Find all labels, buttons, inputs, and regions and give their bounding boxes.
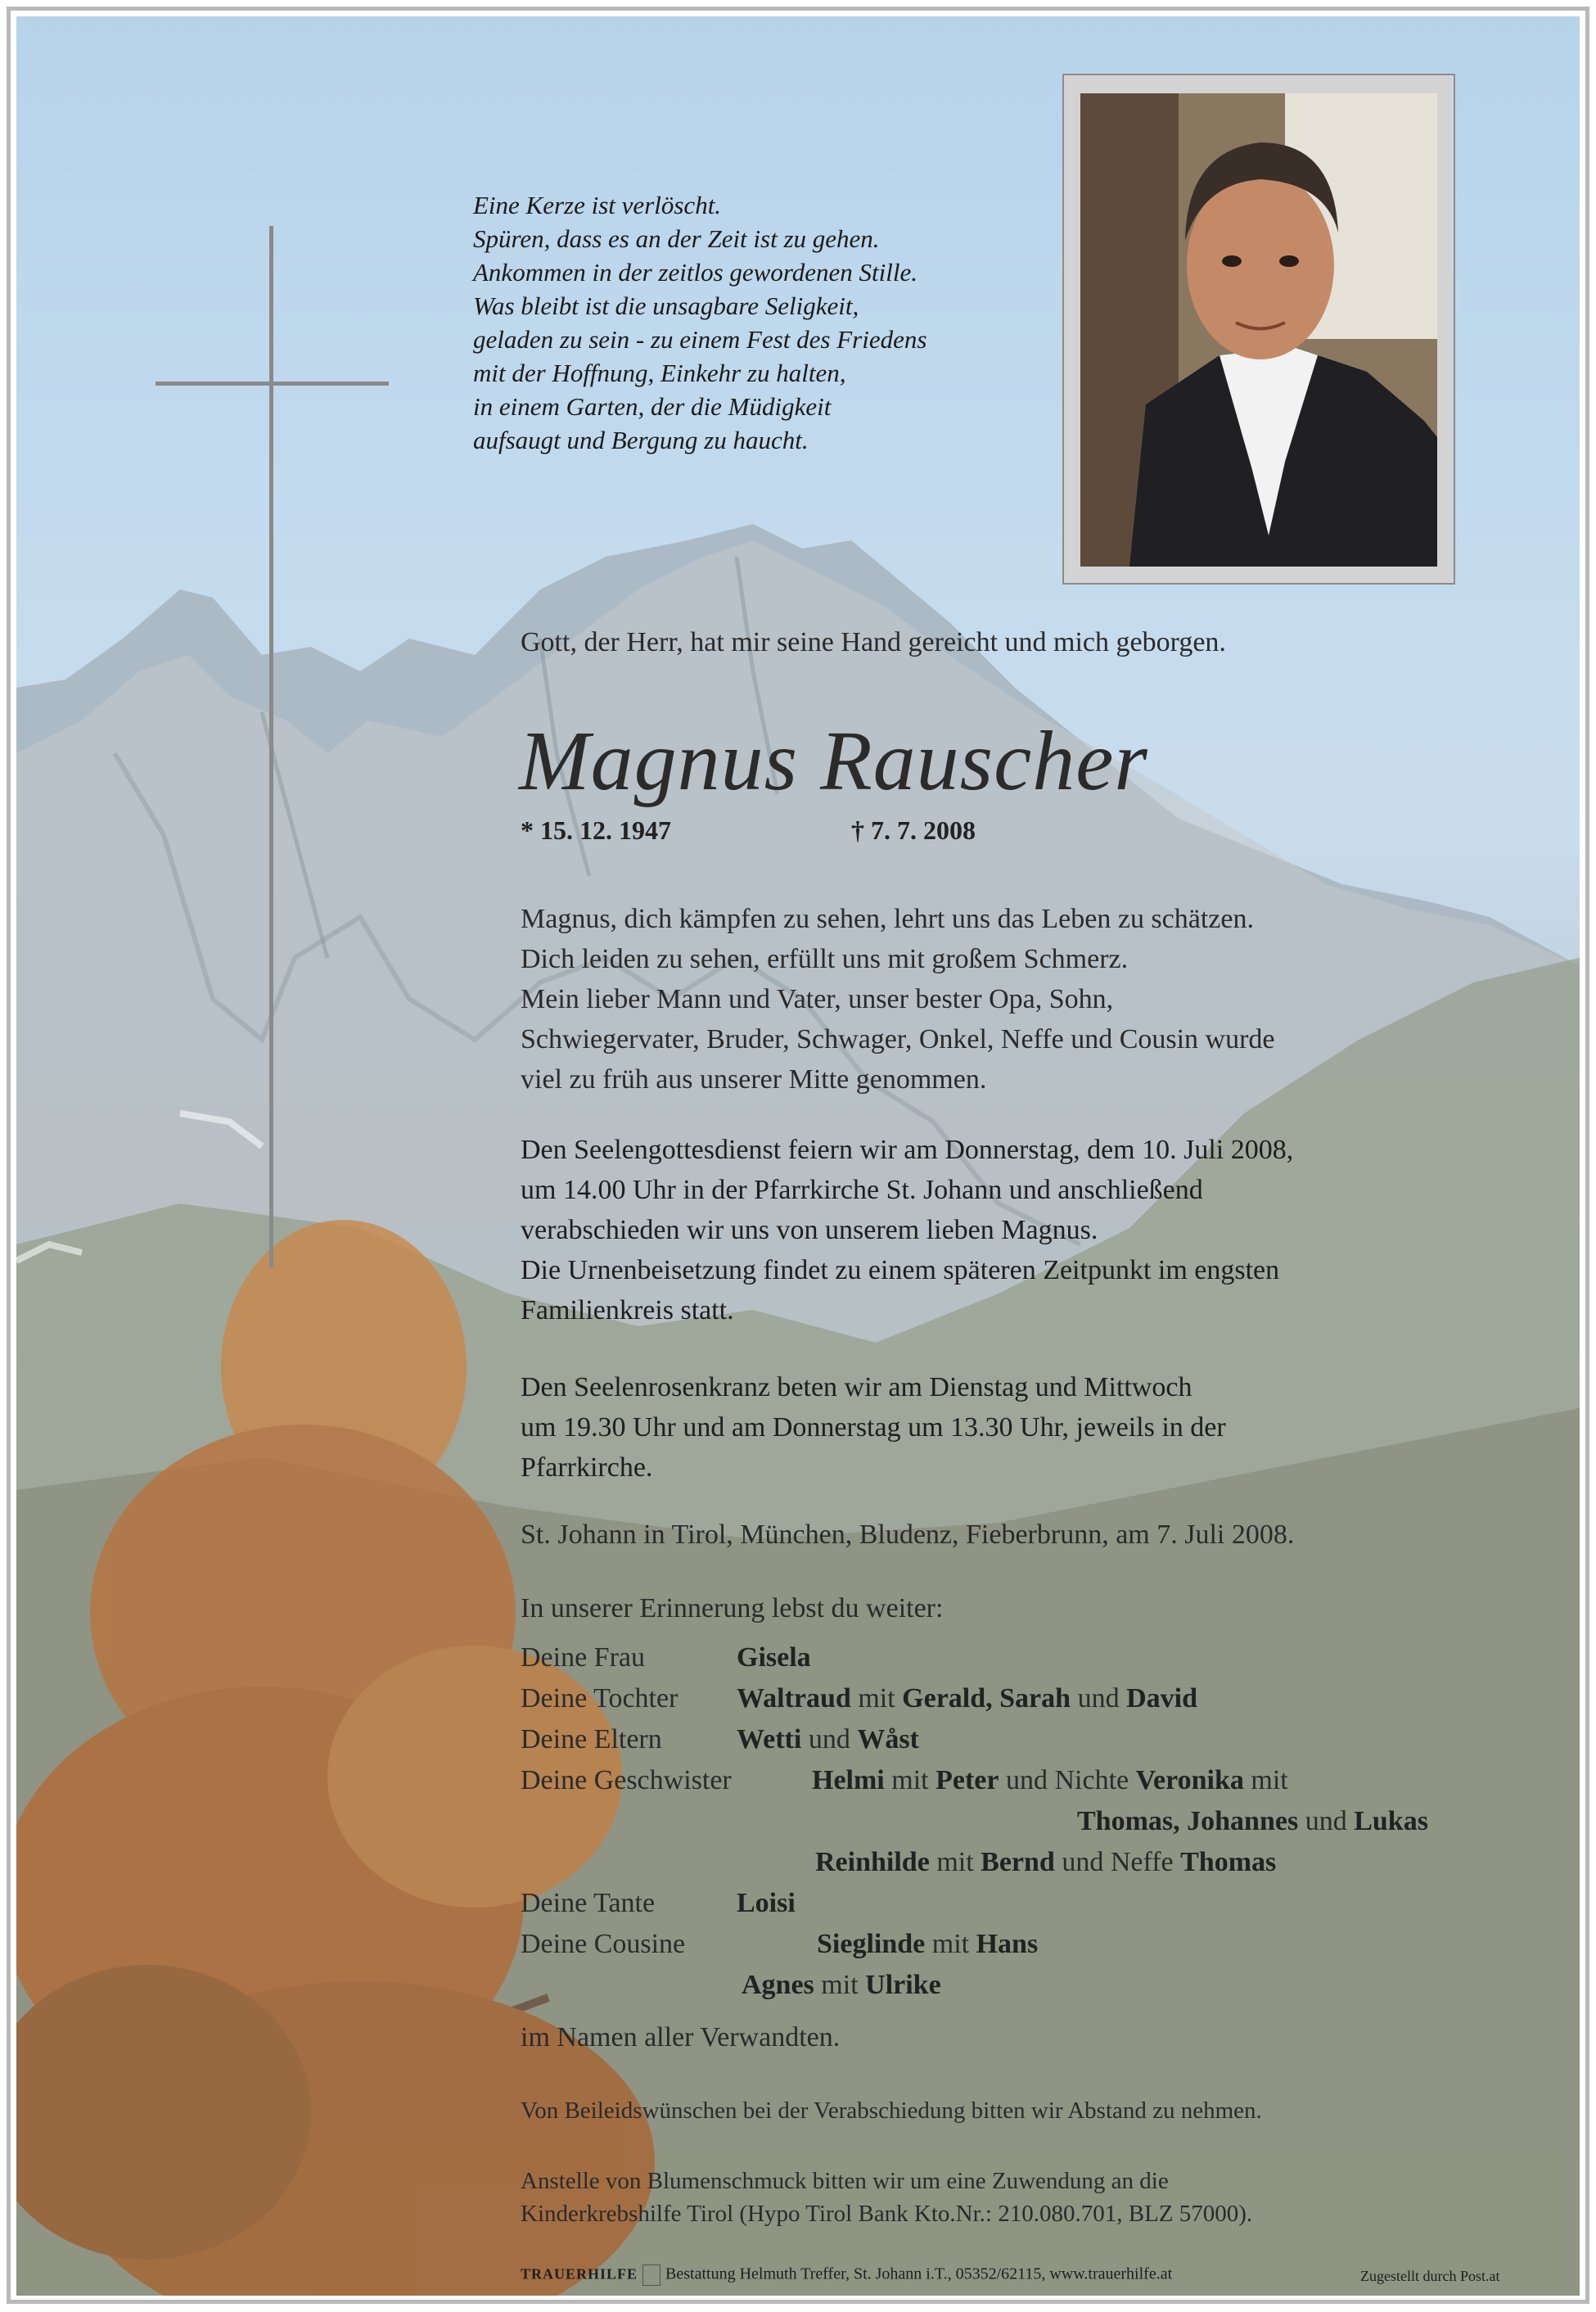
family-wife-name <box>737 1642 811 1673</box>
family-connector: mit <box>936 1847 974 1877</box>
birth-date: * 15. 12. 1947 <box>521 815 671 845</box>
family-connector: mit <box>931 1929 970 1959</box>
place-and-date: St. Johann in Tirol, München, Bludenz, Fieberbrunn, am 7. Juli 2008. <box>521 1520 1295 1550</box>
paragraph-line: Dich leiden zu sehen, erfüllt uns mit großem Schmerz. <box>521 944 1129 974</box>
family-name: Lukas <box>1354 1806 1428 1836</box>
paragraph-line: viel zu früh aus unserer Mitte genommen. <box>521 1064 987 1095</box>
footer-undertaker-text: Bestattung Helmuth Treffer, St. Johann i.T., 05352/62115, www.trauerhilfe.at <box>665 2265 1173 2283</box>
poem-line: Ankommen in der zeitlos gewordenen Stille. <box>473 258 917 287</box>
family-siblings-role: Deine Geschwister <box>521 1765 732 1795</box>
poem-line: aufsaugt und Bergung zu haucht. <box>473 426 809 454</box>
paragraph-line: Die Urnenbeisetzung findet zu einem späteren Zeitpunkt im engsten <box>521 1255 1280 1285</box>
family-parents-role: Deine Eltern <box>521 1724 662 1754</box>
tribute-paragraph <box>521 899 1275 1100</box>
family-connector: und Nichte <box>1005 1765 1129 1795</box>
paragraph-line: verabschieden wir uns von unserem lieben Magnus. <box>521 1215 1098 1245</box>
family-siblings-line-1 <box>812 1765 1288 1796</box>
family-connector: mit <box>858 1683 895 1714</box>
family-aunt-role: Deine Tante <box>521 1888 656 1918</box>
paragraph-line: Den Seelenrosenkranz beten wir am Dienstag und Mittwoch <box>521 1372 1192 1402</box>
family-siblings-line-2 <box>1077 1806 1428 1837</box>
family-connector: und <box>1077 1683 1120 1714</box>
family-cousin-role: Deine Cousine <box>521 1929 686 1959</box>
family-name: Wåst <box>857 1724 919 1754</box>
paragraph-line: Pfarrkirche. <box>521 1452 653 1483</box>
family-name: Wetti <box>737 1724 802 1754</box>
paragraph-line: um 19.30 Uhr und am Donnerstag um 13.30 Uhr, jeweils in der <box>521 1412 1226 1443</box>
family-daughter-role: Deine Tochter <box>521 1683 679 1714</box>
family-name: Waltraud <box>737 1683 851 1714</box>
family-name: Hans <box>976 1929 1039 1959</box>
donation-line: Kinderkrebshilfe Tirol (Hypo Tirol Bank Kto.Nr.: 210.080.701, BLZ 57000). <box>521 2201 1253 2227</box>
donation-line: Anstelle von Blumenschmuck bitten wir um eine Zuwendung an die <box>521 2168 1169 2194</box>
family-name: Helmi <box>812 1765 885 1795</box>
footer-brand: TRAUERHILFE <box>521 2265 638 2283</box>
family-connector: mit <box>821 1970 859 2000</box>
family-daughter-line <box>737 1683 1197 1714</box>
family-name: Gisela <box>737 1642 811 1673</box>
family-name: Bernd <box>981 1847 1055 1877</box>
footer-undertaker <box>521 2265 1172 2286</box>
paragraph-line: Schwiegervater, Bruder, Schwager, Onkel, Neffe und Cousin wurde <box>521 1024 1275 1054</box>
poem-line: Eine Kerze ist verlöscht. <box>473 191 722 219</box>
family-name: Thomas <box>1180 1847 1277 1877</box>
portrait-frame <box>1062 74 1455 585</box>
paragraph-line: Magnus, dich kämpfen zu sehen, lehrt uns das Leben zu schätzen. <box>521 904 1254 934</box>
family-parents-line <box>737 1724 919 1755</box>
family-name: Reinhilde <box>815 1847 930 1877</box>
family-connector: und <box>808 1724 850 1754</box>
family-cousin-line-1 <box>817 1929 1038 1960</box>
family-connector: und Neffe <box>1062 1847 1174 1877</box>
family-name: Agnes <box>742 1970 814 2000</box>
service-paragraph <box>521 1130 1293 1330</box>
poem-line: in einem Garten, der die Müdigkeit <box>473 392 832 421</box>
family-aunt-name <box>737 1888 796 1919</box>
family-cousin-line-2 <box>742 1970 941 2001</box>
family-name: David <box>1126 1683 1197 1714</box>
trauerhilfe-logo-icon <box>642 2265 660 2286</box>
paragraph-line: Mein lieber Mann und Vater, unser bester Opa, Sohn, <box>521 984 1114 1014</box>
memory-heading: In unserer Erinnerung lebst du weiter: <box>521 1593 944 1623</box>
psalm-verse: Gott, der Herr, hat mir seine Hand gereicht und mich geborgen. <box>521 627 1226 657</box>
family-name: Thomas, <box>1077 1806 1180 1836</box>
poem-line: mit der Hoffnung, Einkehr zu halten, <box>473 359 846 387</box>
poem-line: geladen zu sein - zu einem Fest des Friedens <box>473 325 927 354</box>
paragraph-line: um 14.00 Uhr in der Pfarrkirche St. Johann und anschließend <box>521 1175 1203 1205</box>
poem-line: Was bleibt ist die unsagbare Seligkeit, <box>473 291 859 320</box>
rosary-paragraph <box>521 1367 1226 1488</box>
family-connector: mit <box>891 1765 929 1795</box>
memorial-poem <box>473 188 926 457</box>
family-name: Gerald, <box>902 1683 993 1714</box>
deceased-name: Magnus Rauscher <box>519 714 1148 808</box>
family-name: Sarah <box>999 1683 1071 1714</box>
death-date: † 7. 7. 2008 <box>851 815 976 845</box>
portrait-photo <box>1080 93 1437 567</box>
family-name: Peter <box>936 1765 999 1795</box>
poem-line: Spüren, dass es an der Zeit ist zu gehen. <box>473 224 880 253</box>
portrait-illustration <box>1080 93 1437 567</box>
family-connector: und <box>1305 1806 1347 1836</box>
family-wife-role: Deine Frau <box>521 1642 646 1673</box>
donation-note <box>521 2165 1252 2230</box>
family-name: Sieglinde <box>817 1929 926 1959</box>
condolence-note: Von Beileidswünschen bei der Verabschiedung bitten wir Abstand zu nehmen. <box>521 2098 1262 2124</box>
postal-note: Zugestellt durch Post.at <box>1360 2268 1500 2284</box>
paragraph-line: Familienkreis statt. <box>521 1295 734 1325</box>
family-connector: mit <box>1251 1765 1288 1795</box>
family-name: Ulrike <box>865 1970 941 2000</box>
paragraph-line: Den Seelengottesdienst feiern wir am Donnerstag, dem 10. Juli 2008, <box>521 1135 1294 1165</box>
family-siblings-line-3 <box>815 1847 1276 1878</box>
family-name: Loisi <box>737 1888 796 1918</box>
closing-line: im Namen aller Verwandten. <box>521 2022 841 2052</box>
family-name: Veronika <box>1135 1765 1244 1795</box>
family-name: Johannes <box>1187 1806 1299 1836</box>
